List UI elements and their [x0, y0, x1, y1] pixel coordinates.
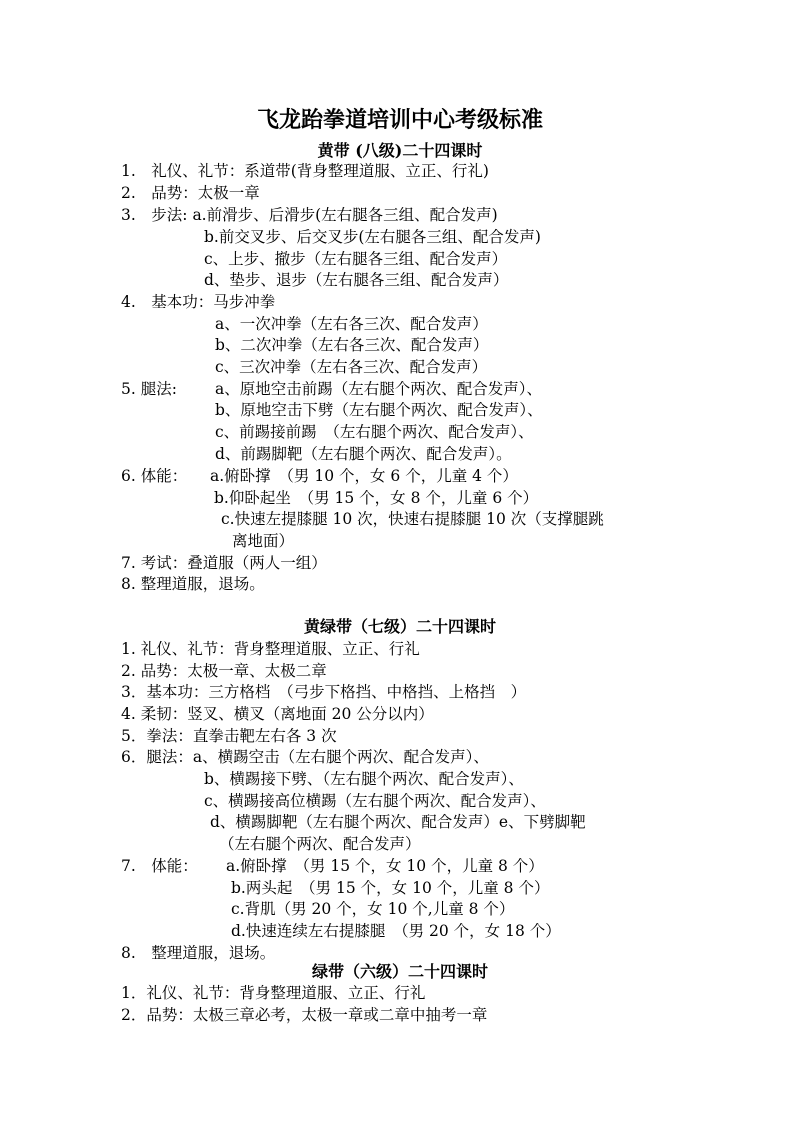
- page-title: 飞龙跆拳道培训中心考级标准: [256, 107, 543, 133]
- list-item: d、垫步、退步（左右腿各三组、配合发声）: [204, 271, 509, 289]
- list-item: b、原地空击下劈（左右腿个两次、配合发声）、: [215, 401, 543, 419]
- list-item: 3．基本功：三方格档 （弓步下格挡、中格挡、上格挡 ）: [121, 683, 527, 701]
- section-heading-green-belt: 绿带（六级）二十四课时: [311, 962, 488, 981]
- list-item: c.快速左提膝腿 10 次，快速右提膝腿 10 次（支撑腿跳: [221, 510, 604, 528]
- list-item: c、三次冲拳（左右各三次、配合发声）: [215, 358, 488, 376]
- list-item: c.背肌（男 20 个，女 10 个,儿童 8 个）: [231, 900, 515, 918]
- list-item: 7. 体能：: [121, 857, 198, 875]
- list-item: 8. 整理道服，退场。: [121, 944, 276, 962]
- list-item: 7. 考试：叠道服（两人一组）: [121, 554, 327, 572]
- list-item: 1. 礼仪、礼节：系道带(背身整理道服、立正、行礼): [121, 162, 489, 180]
- list-item: a、原地空击前踢（左右腿个两次、配合发声）、: [215, 380, 542, 398]
- list-item: c、前踢接前踢 （左右腿个两次、配合发声）、: [215, 423, 534, 441]
- list-item: 1. 礼仪、礼节：背身整理道服、立正、行礼: [121, 640, 420, 658]
- list-item: b.仰卧起坐 （男 15 个，女 8 个，儿童 6 个）: [214, 489, 539, 507]
- list-item: b.前交叉步、后交叉步(左右腿各三组、配合发声): [204, 228, 541, 246]
- list-item: a.俯卧撑 （男 15 个，女 10 个，儿童 8 个）: [226, 857, 544, 875]
- list-item: 4. 基本功：马步冲拳: [121, 293, 276, 311]
- section-heading-yellow-belt: 黄带 (八级)二十四课时: [317, 141, 483, 160]
- list-item: 4. 柔韧：竖叉、横叉（离地面 20 公分以内）: [121, 705, 434, 723]
- list-item: d.快速连续左右提膝腿 （男 20 个，女 18 个）: [231, 922, 561, 940]
- list-item: c、上步、撤步（左右腿各三组、配合发声）: [204, 250, 508, 268]
- list-item: 3. 步法: a.前滑步、后滑步(左右腿各三组、配合发声): [121, 206, 498, 224]
- list-item: a、一次冲拳（左右各三次、配合发声）: [215, 315, 488, 333]
- list-item: （左右腿个两次、配合发声）: [219, 835, 421, 853]
- list-item: 2. 品势：太极一章、太极二章: [121, 662, 327, 680]
- list-item: 1．礼仪、礼节：背身整理道服、立正、行礼: [121, 984, 426, 1002]
- list-item: 6．腿法：a、横踢空击（左右腿个两次、配合发声）、: [121, 748, 489, 766]
- list-item: d、横踢脚靶（左右腿个两次、配合发声）e、下劈脚靶: [210, 813, 586, 831]
- list-item: 5. 腿法:: [121, 380, 177, 398]
- list-item: b.两头起 （男 15 个，女 10 个，儿童 8 个）: [231, 879, 550, 897]
- list-item: b、横踢接下劈、（左右腿个两次、配合发声）、: [204, 770, 524, 788]
- list-item: 5．拳法：直拳击靶左右各 3 次: [121, 727, 337, 745]
- list-item: b、二次冲拳（左右各三次、配合发声）: [215, 336, 489, 354]
- list-item: 8. 整理道服，退场。: [121, 575, 265, 593]
- section-heading-yellow-green-belt: 黄绿带（七级）二十四课时: [303, 617, 496, 636]
- list-item: 2．品势：太极三章必考，太极一章或二章中抽考一章: [121, 1006, 488, 1024]
- list-item: a.俯卧撑 （男 10 个，女 6 个，儿童 4 个）: [210, 467, 518, 485]
- list-item: 2. 品势：太极一章: [121, 184, 260, 202]
- list-item: d、前踢脚靶（左右腿个两次、配合发声）。: [215, 445, 512, 463]
- list-item: 离地面）: [232, 532, 295, 550]
- list-item: c、横踢接高位横踢（左右腿个两次、配合发声）、: [204, 792, 546, 810]
- list-item: 6. 体能：: [121, 467, 188, 485]
